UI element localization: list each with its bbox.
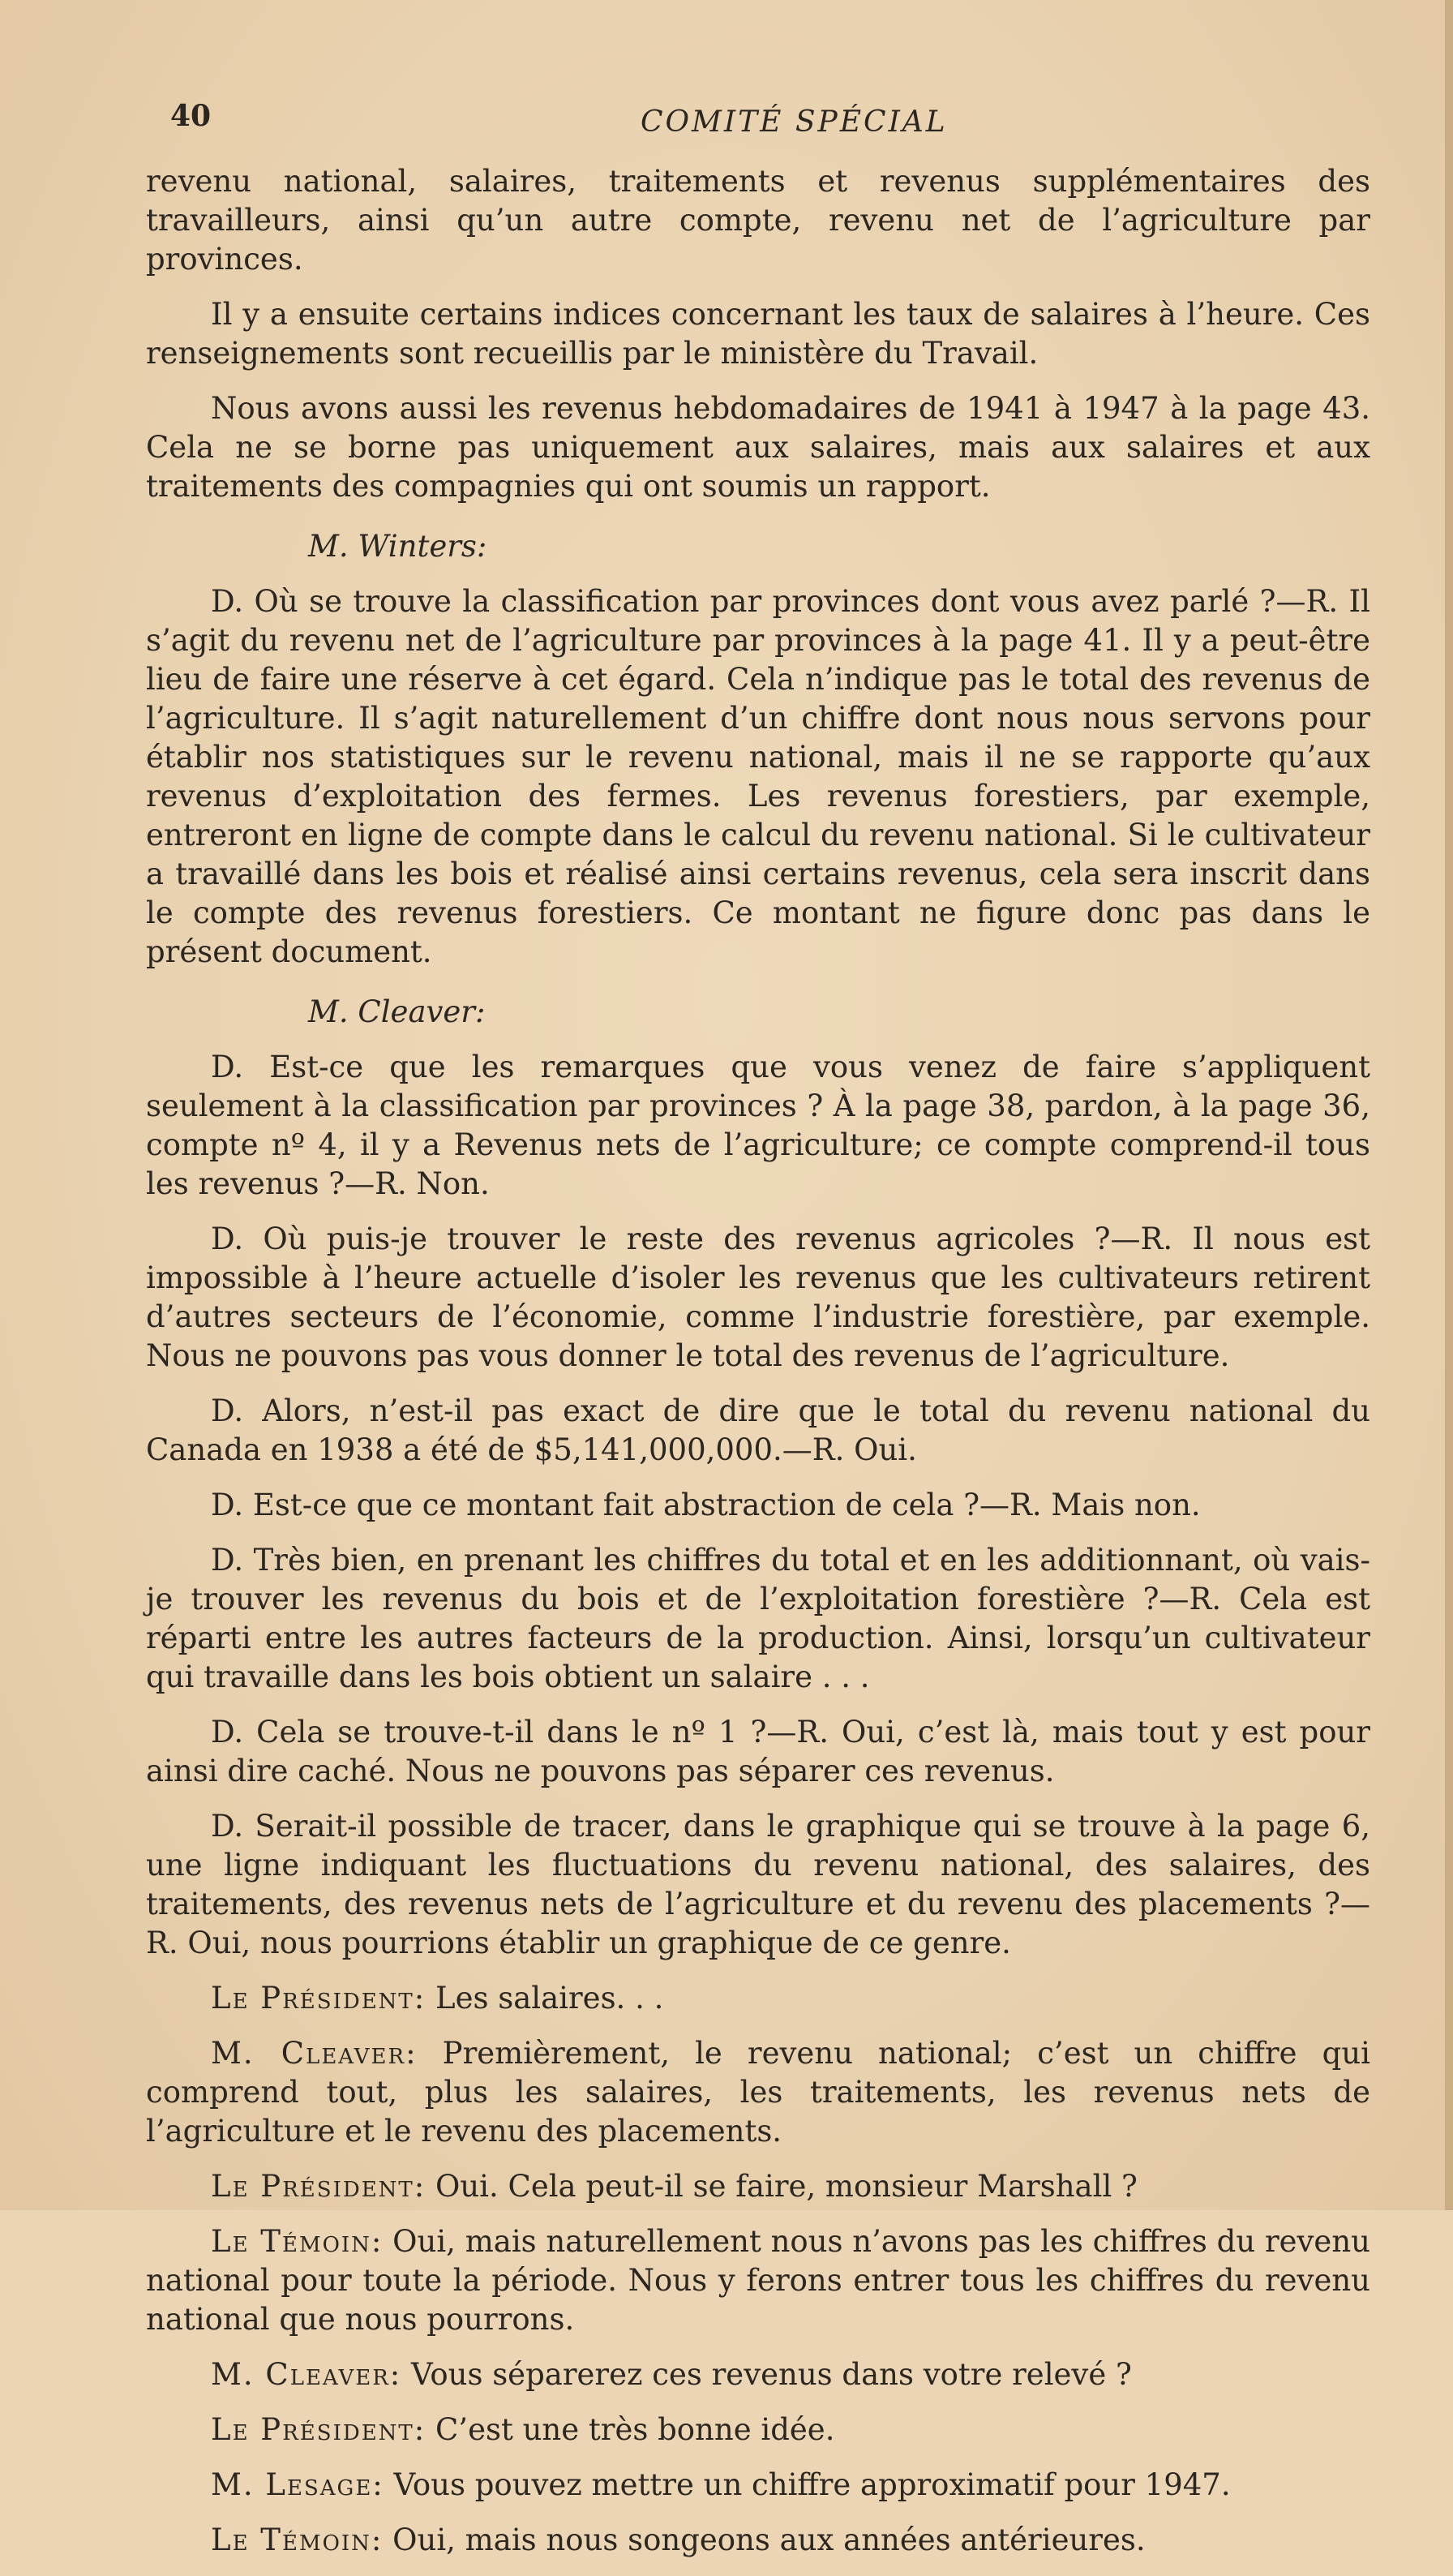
speaker-name: Le Témoin: — [211, 2522, 384, 2557]
speech-text: Oui. Cela peut-il se faire, monsieur Marshall ? — [426, 2169, 1138, 2204]
paragraph: D. Alors, n’est-il pas exact de dire que le total du revenu national du Canada en 1938 a été de $5,141,000,000.—R. Oui. — [146, 1393, 1370, 1467]
speaker-heading: M. Winters: — [308, 529, 487, 564]
speaker-paragraph — [146, 2411, 1370, 2449]
speech-text: Les salaires. . . — [426, 1981, 664, 2016]
paragraph: Il y a ensuite certains indices concernant les taux de salaires à l’heure. Ces renseignements sont recueillis par le ministère du Travail. — [146, 297, 1370, 371]
speaker-paragraph — [146, 2167, 1370, 2206]
speech-text: Premièrement, le revenu national; c’est un chiffre qui comprend tout, plus les salaires, les traitements, les revenus nets de l’agriculture et le revenu des placements. — [146, 2036, 1370, 2149]
paragraph: Nous avons aussi les revenus hebdomadaires de 1941 à 1947 à la page 43. Cela ne se borne pas uniquement aux salaires, mais aux salaires et aux traitements des compagnies qui ont soumis un rapport. — [146, 391, 1370, 504]
paragraph: D. Où se trouve la classification par provinces dont vous avez parlé ?—R. Il s’agit du revenu net de l’agriculture par provinces à la page 41. Il y a peut-être lieu de faire une réserve à cet égard. Cela n’indique pas le total des revenus de l’agriculture. Il s’agit naturellement d’un chiffre dont nous nous servons pour établir nos statistiques sur le revenu national, mais il ne se rapporte qu’aux revenus d’exploitation des fermes. Les revenus forestiers, par exemple, entreront en ligne de compte dans le calcul du revenu national. Si le cultivateur a travaillé dans les bois et réalisé ainsi certains revenus, cela sera inscrit dans le compte des revenus forestiers. Ce montant ne figure donc pas dans le présent document. — [146, 584, 1370, 969]
paragraph: D. Très bien, en prenant les chiffres du total et en les additionnant, où vais-je trouver les revenus du bois et de l’exploitation forestière ?—R. Cela est réparti entre les autres facteurs de la production. Ainsi, lorsqu’un cultivateur qui travaille dans les bois obtient un salaire . . . — [146, 1543, 1370, 1694]
speaker-name: Le Président: — [211, 2412, 426, 2447]
paragraph: D. Cela se trouve-t-il dans le nº 1 ?—R. Oui, c’est là, mais tout y est pour ainsi dire caché. Nous ne pouvons pas séparer ces revenus. — [146, 1715, 1370, 1788]
speaker-name: M. Cleaver: — [211, 2036, 418, 2071]
speech-text: Vous séparerez ces revenus dans votre relevé ? — [401, 2357, 1132, 2392]
speaker-name: M. Lesage: — [211, 2467, 384, 2502]
speaker-paragraph — [146, 1979, 1370, 2018]
speech-text: Vous pouvez mettre un chiffre approximatif pour 1947. — [384, 2467, 1231, 2502]
paragraph: D. Serait-il possible de tracer, dans le graphique qui se trouve à la page 6, une ligne indiquant les fluctuations du revenu national, des salaires, des traitements, des revenus nets de l’agriculture et du revenu des placements ?—R. Oui, nous pourrions établir un graphique de ce genre. — [146, 1809, 1370, 1960]
speaker-name: Le Témoin: — [211, 2224, 384, 2259]
speaker-paragraph — [146, 2222, 1370, 2339]
speech-text: Oui, mais naturellement nous n’avons pas les chiffres du revenu national pour toute la période. Nous y ferons entrer tous les chiffres du revenu national que nous pourrons. — [146, 2224, 1370, 2337]
speaker-paragraph — [146, 2521, 1370, 2560]
speaker-name: Le Président: — [211, 1981, 426, 2016]
speaker-paragraph — [146, 2355, 1370, 2394]
speech-text: Oui, mais nous songeons aux années antérieures. — [383, 2522, 1146, 2557]
page-edge — [1445, 0, 1453, 2210]
speaker-paragraph — [146, 2034, 1370, 2151]
paragraph: revenu national, salaires, traitements et revenus supplémentaires des travailleurs, ainsi qu’un autre compte, revenu net de l’agriculture par provinces. — [146, 164, 1370, 277]
speaker-heading: M. Cleaver: — [308, 994, 486, 1029]
paragraph: D. Est-ce que les remarques que vous venez de faire s’appliquent seulement à la classification par provinces ? À la page 38, pardon, à la page 36, compte nº 4, il y a Revenus nets de l’agriculture; ce compte comprend-il tous les revenus ?—R. Non. — [146, 1050, 1370, 1201]
page-number: 40 — [170, 99, 212, 133]
body-text — [146, 162, 1370, 2576]
speaker-paragraph — [146, 2466, 1370, 2505]
speaker-name: M. Cleaver: — [211, 2357, 402, 2392]
speech-text: C’est une très bonne idée. — [426, 2412, 835, 2447]
speaker-name: Le Président: — [211, 2169, 426, 2204]
running-head: COMITÉ SPÉCIAL — [641, 105, 948, 139]
paragraph: D. Où puis-je trouver le reste des revenus agricoles ?—R. Il nous est impossible à l’heure actuelle d’isoler les revenus que les cultivateurs retirent d’autres secteurs de l’économie, comme l’industrie forestière, par exemple. Nous ne pouvons pas vous donner le total des revenus de l’agriculture. — [146, 1221, 1370, 1373]
paragraph: D. Est-ce que ce montant fait abstraction de cela ?—R. Mais non. — [211, 1488, 1201, 1522]
